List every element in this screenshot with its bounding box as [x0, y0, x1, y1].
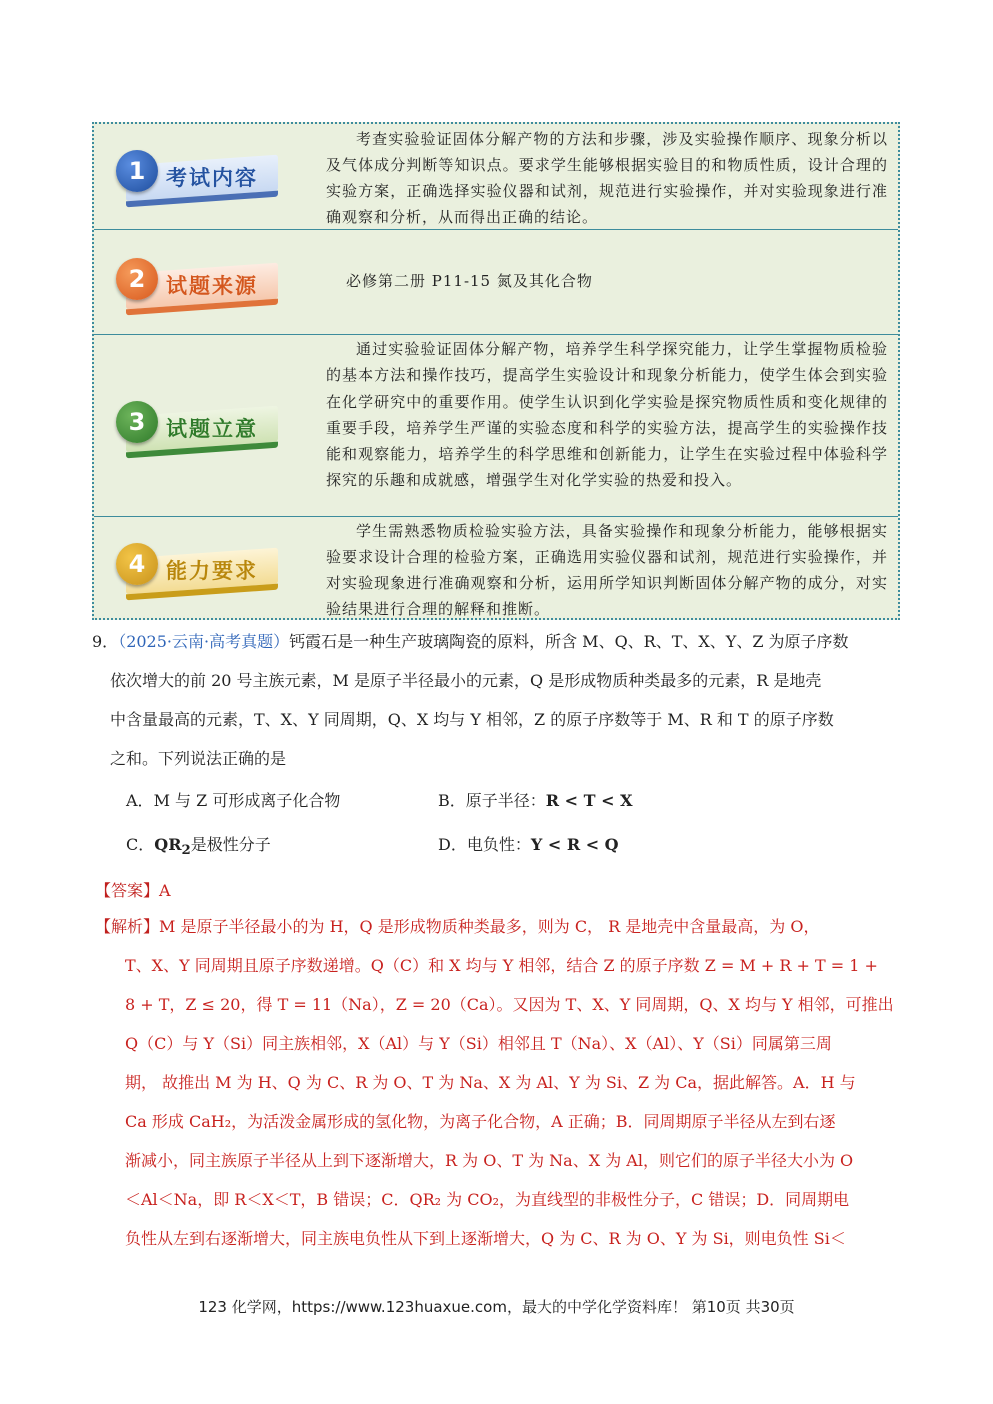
analysis-line: ＜Al＜Na，即 R＜X＜T，B 错误；C．QR₂ 为 CO₂，为直线型的非极性分子，C 错误；D．同周期电 — [125, 1190, 850, 1209]
info-row-exam-content — [94, 124, 898, 230]
analysis-line: T、X、Y 同周期且原子序数递增。Q（C）和 X 均与 Y 相邻，结合 Z 的原子序数 Z = M + R + T = 1 + — [125, 956, 878, 975]
question-source: （2025·云南·高考真题） — [118, 632, 290, 651]
badge-number: 4 — [116, 543, 158, 585]
info-text: 必修第二册 P11-15 氮及其化合物 — [346, 272, 593, 290]
info-text: 通过实验验证固体分解产物，培养学生科学探究能力，让学生掌握物质检验的基本方法和操作技巧，提高学生实验设计和现象分析能力，使学生体会到实验在化学研究中的重要作用。使学生认识到化学实验是探究物质性质和变化规律的重要手段，培养学生严谨的实验态度和科学的实验方法，提高学生的实验操作技能和观察能力，培养学生的科学思维和创新能力，让学生在实验过程中体验科学探究的乐趣和成就感，增强学生对化学实验的热爱和投入。 — [326, 340, 888, 490]
analysis-line: Ca 形成 CaH₂，为活泼金属形成的氢化物，为离子化合物，A 正确；B．同周期原子半径从左到右逐 — [125, 1112, 836, 1131]
badge-label: 试题立意 — [166, 417, 258, 441]
question-line-4: 之和。下列说法正确的是 — [110, 749, 287, 768]
badge-label: 试题来源 — [166, 274, 258, 298]
question-number: 9． — [92, 632, 119, 651]
question-line-2: 依次增大的前 20 号主族元素，M 是原子半径最小的元素，Q 是形成物质种类最多的元素，R 是地壳 — [110, 671, 822, 690]
badge-exam-content — [112, 152, 280, 200]
info-text: 考查实验验证固体分解产物的方法和步骤，涉及实验操作顺序、现象分析以及气体成分判断等知识点。要求学生能够根据实验目的和物质性质，设计合理的实验方案，正确选择实验仪器和试剂，规范进行实验操作，并对实验现象进行准确观察和分析，从而得出正确的结论。 — [326, 130, 888, 226]
question-line-1: 9．（2025·云南·高考真题）钙霞石是一种生产玻璃陶瓷的原料，所含 M、Q、R、T、X、Y、Z 为原子序数 — [92, 632, 849, 651]
info-row-source — [94, 230, 898, 335]
badge-ability — [112, 545, 280, 593]
analysis-line: 8 + T，Z ≤ 20，得 T = 11（Na），Z = 20（Ca）。又因为 T、X、Y 同周期，Q、X 均与 Y 相邻，可推出 — [125, 995, 894, 1014]
analysis-line: Q（C）与 Y（Si）同主族相邻，X（Al）与 Y（Si）相邻且 T（Na）、X（Al）、Y（Si）同属第三周 — [125, 1034, 832, 1053]
answer-value: A — [159, 881, 171, 900]
badge-intent — [112, 403, 280, 451]
badge-number: 1 — [116, 150, 158, 192]
formula: Y < R < Q — [530, 835, 619, 854]
page-footer: 123 化学网，https://www.123huaxue.com，最大的中学化学资料库！ 第10页 共30页 — [198, 1298, 795, 1316]
analysis — [95, 907, 905, 1258]
badge-number: 3 — [116, 401, 158, 443]
formula: QR — [154, 835, 182, 854]
answer-tag: 【答案】 — [95, 881, 160, 900]
question-line-3: 中含量最高的元素，T、X、Y 同周期，Q、X 均与 Y 相邻，Z 的原子序数等于 M、R 和 T 的原子序数 — [110, 710, 834, 729]
analysis-tag: 【解析】 — [95, 917, 160, 936]
analysis-line: 负性从左到右逐渐增大，同主族电负性从下到上逐渐增大，Q 为 C、R 为 O、Y 为 Si，则电负性 Si＜ — [125, 1229, 846, 1248]
option-a: A．M 与 Z 可形成离子化合物 — [126, 791, 341, 810]
badge-label: 能力要求 — [166, 559, 258, 583]
info-row-intent — [94, 335, 898, 517]
badge-source — [112, 260, 280, 308]
analysis-line: 渐减小，同主族原子半径从上到下逐渐增大，R 为 O、T 为 Na、X 为 Al，则它们的原子半径大小为 O — [125, 1151, 854, 1170]
option-c: C．$QR_2$是极性分子 — [126, 835, 271, 859]
exam-info-table — [92, 122, 900, 620]
option-d: D．电负性：Y < R < Q — [438, 835, 619, 854]
answer — [95, 878, 171, 901]
option-b: B．原子半径：R < T < X — [438, 791, 633, 810]
badge-number: 2 — [116, 258, 158, 300]
info-text: 学生需熟悉物质检验实验方法，具备实验操作和现象分析能力，能够根据实验要求设计合理的检验方案，正确选用实验仪器和试剂，规范进行实验操作，并对实验现象进行准确观察和分析，运用所学知识判断固体分解产物的成分，对实验结果进行合理的解释和推断。 — [326, 522, 888, 618]
badge-label: 考试内容 — [166, 166, 258, 190]
formula: R < T < X — [545, 791, 633, 810]
info-row-ability — [94, 517, 898, 618]
analysis-line: 期， 故推出 M 为 H、Q 为 C、R 为 O、T 为 Na、X 为 Al、Y 为 Si、Z 为 Ca，据此解答。A．H 与 — [125, 1073, 856, 1092]
analysis-line: 【解析】M 是原子半径最小的为 H，Q 是形成物质种类最多，则为 C， R 是地壳中含量最高，为 O， — [95, 917, 820, 936]
